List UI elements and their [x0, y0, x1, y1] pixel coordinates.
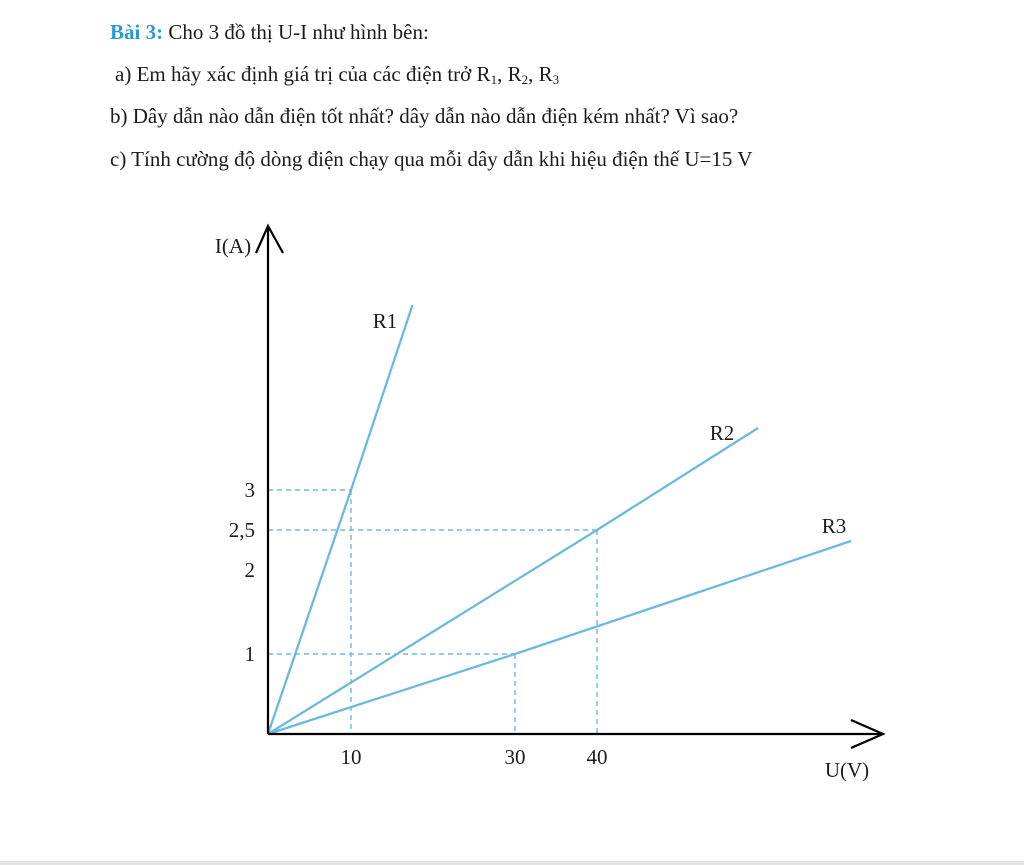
- series-label-r3: R3: [821, 514, 847, 538]
- y-tick-label: 3: [244, 478, 255, 502]
- exercise-intro: Cho 3 đồ thị U-I như hình bên:: [163, 20, 429, 44]
- y-tick-label: 1: [244, 642, 255, 666]
- x-tick-label: 10: [340, 745, 362, 769]
- r1-symbol: $R_1$: [476, 62, 498, 87]
- series-lines: [268, 305, 851, 734]
- tick-labels: [229, 478, 608, 769]
- axes: [256, 226, 883, 748]
- x-tick-label: 40: [586, 745, 608, 769]
- exercise-label: Bài 3:: [110, 20, 164, 44]
- series-labels: [373, 309, 847, 538]
- question-c: c) Tính cường độ dòng điện chạy qua mỗi dây dẫn khi hiệu điện thế U=15 V: [110, 147, 753, 171]
- question-a-text: a) Em hãy xác định giá trị của các điện trở: [115, 62, 477, 86]
- x-axis-label: U(V): [824, 758, 870, 782]
- series-line-r2: [268, 428, 758, 734]
- x-tick-label: 30: [504, 745, 526, 769]
- series-label-r2: R2: [709, 421, 735, 445]
- question-b: b) Dây dẫn nào dẫn điện tốt nhất? dây dẫn nào dẫn điện kém nhất? Vì sao?: [110, 104, 739, 128]
- y-axis-arrow-icon: [256, 226, 283, 253]
- guide-lines: [268, 490, 597, 734]
- page-bottom-border: [0, 861, 1024, 865]
- y-axis-label: I(A): [214, 234, 252, 258]
- y-tick-label: 2: [244, 558, 255, 582]
- series-line-r3: [268, 541, 851, 734]
- y-tick-label: 2,5: [228, 518, 255, 542]
- r2-symbol: $R_2$: [507, 62, 529, 87]
- series-line-r1: [268, 305, 413, 734]
- question-a: a) Em hãy xác định giá trị của các điện trở $R_1$, $R_2$, $R_3$: [115, 62, 560, 87]
- series-label-r1: R1: [372, 309, 398, 333]
- r3-symbol: $R_3$: [538, 62, 560, 87]
